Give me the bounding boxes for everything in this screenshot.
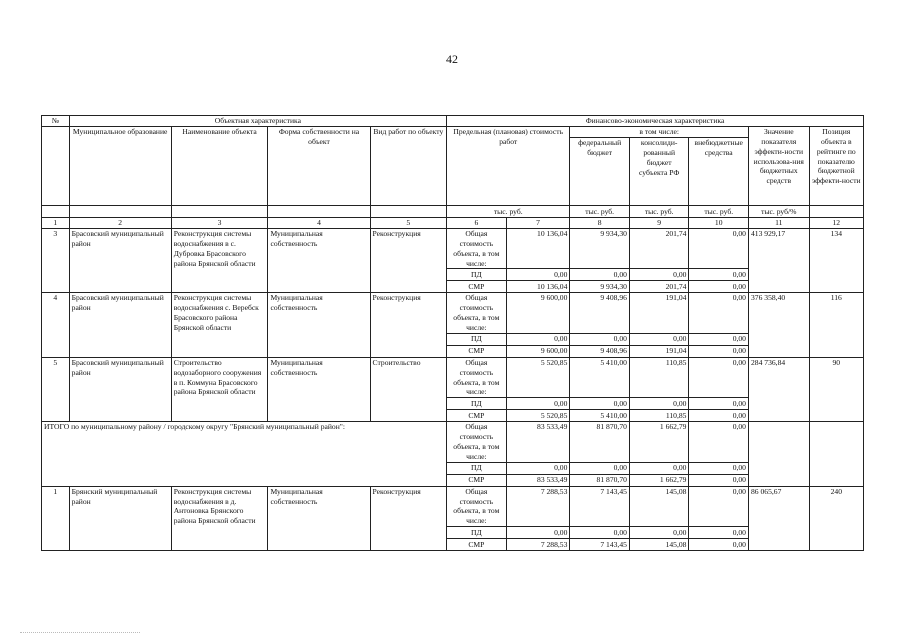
ownership-form: Муниципальная собственность [268, 357, 370, 421]
object-name: Строительство водозаборного сооружения в п. Коммуна Брасовского района Брянской области [171, 357, 268, 421]
table-row [42, 422, 864, 462]
smr-value: 9 600,00 [506, 345, 570, 357]
smr-value: 0,00 [689, 281, 749, 293]
smr-label: СМР [447, 345, 507, 357]
column-number: 9 [629, 218, 689, 229]
pd-value: 0,00 [506, 333, 570, 345]
table-row [42, 357, 864, 397]
column-number: 5 [370, 218, 447, 229]
ownership-form: Муниципальная собственность [268, 486, 370, 550]
pd-value: 0,00 [689, 398, 749, 410]
total-cost-label: Общая стоимость объекта, в том числе: [447, 229, 507, 269]
header-federal: федеральный бюджет [570, 138, 630, 206]
pd-label: ПД [447, 333, 507, 345]
total-value: 83 533,49 [506, 422, 570, 462]
total-value: 145,08 [629, 486, 689, 526]
pd-value: 0,00 [570, 527, 630, 539]
rating-position: 134 [809, 229, 863, 293]
ownership-form: Муниципальная собственность [268, 293, 370, 357]
smr-value: 5 520,85 [506, 410, 570, 422]
total-cost-label: Общая стоимость объекта, в том числе: [447, 486, 507, 526]
row-number: 3 [42, 229, 70, 293]
efficiency-value: 413 929,17 [748, 229, 809, 293]
smr-value: 191,04 [629, 345, 689, 357]
total-value: 110,85 [629, 357, 689, 397]
empty-cell [748, 422, 809, 486]
total-value: 9 934,30 [570, 229, 630, 269]
work-type: Строительство [370, 357, 447, 421]
table-row [42, 486, 864, 526]
rating-position: 240 [809, 486, 863, 550]
header-finance-group: Финансово-экономическая характеристика [447, 116, 864, 127]
header-rating-position: Позиция объекта в рейтинге по показателю бюджетной эффекти-ности [809, 127, 863, 206]
unit-rub-9: тыс. руб. [629, 206, 689, 218]
pd-value: 0,00 [629, 269, 689, 281]
scan-artifact [20, 632, 140, 634]
header-object-name: Наименование объекта [171, 127, 268, 206]
smr-value: 9 408,96 [570, 345, 630, 357]
pd-label: ПД [447, 462, 507, 474]
pd-label: ПД [447, 398, 507, 410]
header-extrabudget: внебюджетные средства [689, 138, 749, 206]
efficiency-value: 376 358,40 [748, 293, 809, 357]
smr-value: 0,00 [689, 474, 749, 486]
header-limit-cost: Предельная (плановая) стоимость работ [447, 127, 570, 206]
row-number: 4 [42, 293, 70, 357]
efficiency-value: 86 065,67 [748, 486, 809, 550]
page-number: 42 [446, 52, 458, 66]
header-consolidated: консолиди-рованный бюджет субъекта РФ [629, 138, 689, 206]
rating-position: 116 [809, 293, 863, 357]
pd-value: 0,00 [629, 398, 689, 410]
work-type: Реконструкция [370, 229, 447, 293]
column-number: 12 [809, 218, 863, 229]
smr-label: СМР [447, 281, 507, 293]
pd-value: 0,00 [689, 462, 749, 474]
column-number: 3 [171, 218, 268, 229]
total-value: 9 408,96 [570, 293, 630, 333]
pd-value: 0,00 [689, 527, 749, 539]
pd-value: 0,00 [689, 333, 749, 345]
smr-value: 1 662,79 [629, 474, 689, 486]
unit-rub-6: тыс. руб. [447, 206, 570, 218]
unit-rub-8: тыс. руб. [570, 206, 630, 218]
total-value: 0,00 [689, 422, 749, 462]
smr-value: 0,00 [689, 410, 749, 422]
object-name: Реконструкция системы водоснабжения в с. Дубровка Брасовского района Брянской области [171, 229, 268, 293]
total-value: 1 662,79 [629, 422, 689, 462]
header-including: в том числе: [570, 127, 749, 138]
total-cost-label: Общая стоимость объекта, в том числе: [447, 293, 507, 333]
total-value: 7 288,53 [506, 486, 570, 526]
pd-value: 0,00 [506, 398, 570, 410]
column-number: 2 [69, 218, 171, 229]
object-name: Реконструкция системы водоснабжения в д. Антоновка Брянского района Брянской области [171, 486, 268, 550]
total-label: ИТОГО по муниципальному району / городскому округу "Брянский муниципальный район": [42, 422, 447, 486]
pd-label: ПД [447, 527, 507, 539]
pd-value: 0,00 [629, 527, 689, 539]
total-value: 5 410,00 [570, 357, 630, 397]
total-value: 0,00 [689, 229, 749, 269]
total-value: 10 136,04 [506, 229, 570, 269]
column-number: 1 [42, 218, 70, 229]
pd-value: 0,00 [689, 269, 749, 281]
smr-value: 201,74 [629, 281, 689, 293]
header-municipal: Муниципальное образование [69, 127, 171, 206]
rating-position: 90 [809, 357, 863, 421]
municipal-name: Брянский муниципальный район [69, 486, 171, 550]
header-work-type: Вид работ по объекту [370, 127, 447, 206]
municipal-name: Брасовский муниципальный район [69, 357, 171, 421]
smr-value: 81 870,70 [570, 474, 630, 486]
total-value: 81 870,70 [570, 422, 630, 462]
column-number: 7 [506, 218, 570, 229]
smr-value: 5 410,00 [570, 410, 630, 422]
column-number: 6 [447, 218, 507, 229]
header-efficiency-value: Значение показателя эффекти-ности использова-ния бюджетных средств [748, 127, 809, 206]
pd-value: 0,00 [506, 269, 570, 281]
total-value: 7 143,45 [570, 486, 630, 526]
smr-value: 110,85 [629, 410, 689, 422]
smr-value: 0,00 [689, 345, 749, 357]
pd-value: 0,00 [629, 462, 689, 474]
smr-value: 9 934,30 [570, 281, 630, 293]
smr-value: 7 288,53 [506, 539, 570, 551]
municipal-name: Брасовский муниципальный район [69, 293, 171, 357]
work-type: Реконструкция [370, 486, 447, 550]
pd-label: ПД [447, 269, 507, 281]
empty-cell [809, 422, 863, 486]
pd-value: 0,00 [506, 462, 570, 474]
row-number: 1 [42, 486, 70, 550]
smr-label: СМР [447, 474, 507, 486]
smr-label: СМР [447, 410, 507, 422]
row-number: 5 [42, 357, 70, 421]
smr-label: СМР [447, 539, 507, 551]
column-number: 8 [570, 218, 630, 229]
column-number: 10 [689, 218, 749, 229]
table-row [42, 229, 864, 269]
header-object-group: Объектная характеристика [69, 116, 446, 127]
total-cost-label: Общая стоимость объекта, в том числе: [447, 422, 507, 462]
unit-rub-10: тыс. руб. [689, 206, 749, 218]
total-cost-label: Общая стоимость объекта, в том числе: [447, 357, 507, 397]
smr-value: 7 143,45 [570, 539, 630, 551]
header-no: № [42, 116, 70, 127]
total-value: 5 520,85 [506, 357, 570, 397]
pd-value: 0,00 [570, 398, 630, 410]
smr-value: 83 533,49 [506, 474, 570, 486]
table-row [42, 293, 864, 333]
total-value: 0,00 [689, 486, 749, 526]
total-value: 9 600,00 [506, 293, 570, 333]
ownership-form: Муниципальная собственность [268, 229, 370, 293]
column-numbers-row [42, 218, 864, 229]
pd-value: 0,00 [506, 527, 570, 539]
investment-objects-table [41, 115, 864, 551]
efficiency-value: 284 736,84 [748, 357, 809, 421]
total-value: 0,00 [689, 357, 749, 397]
work-type: Реконструкция [370, 293, 447, 357]
object-name: Реконструкция системы водоснабжения с. Веребск Брасовского района Брянской области [171, 293, 268, 357]
unit-rub-pct: тыс. руб/% [748, 206, 809, 218]
column-number: 11 [748, 218, 809, 229]
smr-value: 0,00 [689, 539, 749, 551]
smr-value: 10 136,04 [506, 281, 570, 293]
smr-value: 145,08 [629, 539, 689, 551]
column-number: 4 [268, 218, 370, 229]
pd-value: 0,00 [570, 462, 630, 474]
total-value: 191,04 [629, 293, 689, 333]
header-ownership: Форма собственности на объект [268, 127, 370, 206]
total-value: 201,74 [629, 229, 689, 269]
total-value: 0,00 [689, 293, 749, 333]
pd-value: 0,00 [570, 333, 630, 345]
pd-value: 0,00 [570, 269, 630, 281]
municipal-name: Брасовский муниципальный район [69, 229, 171, 293]
pd-value: 0,00 [629, 333, 689, 345]
